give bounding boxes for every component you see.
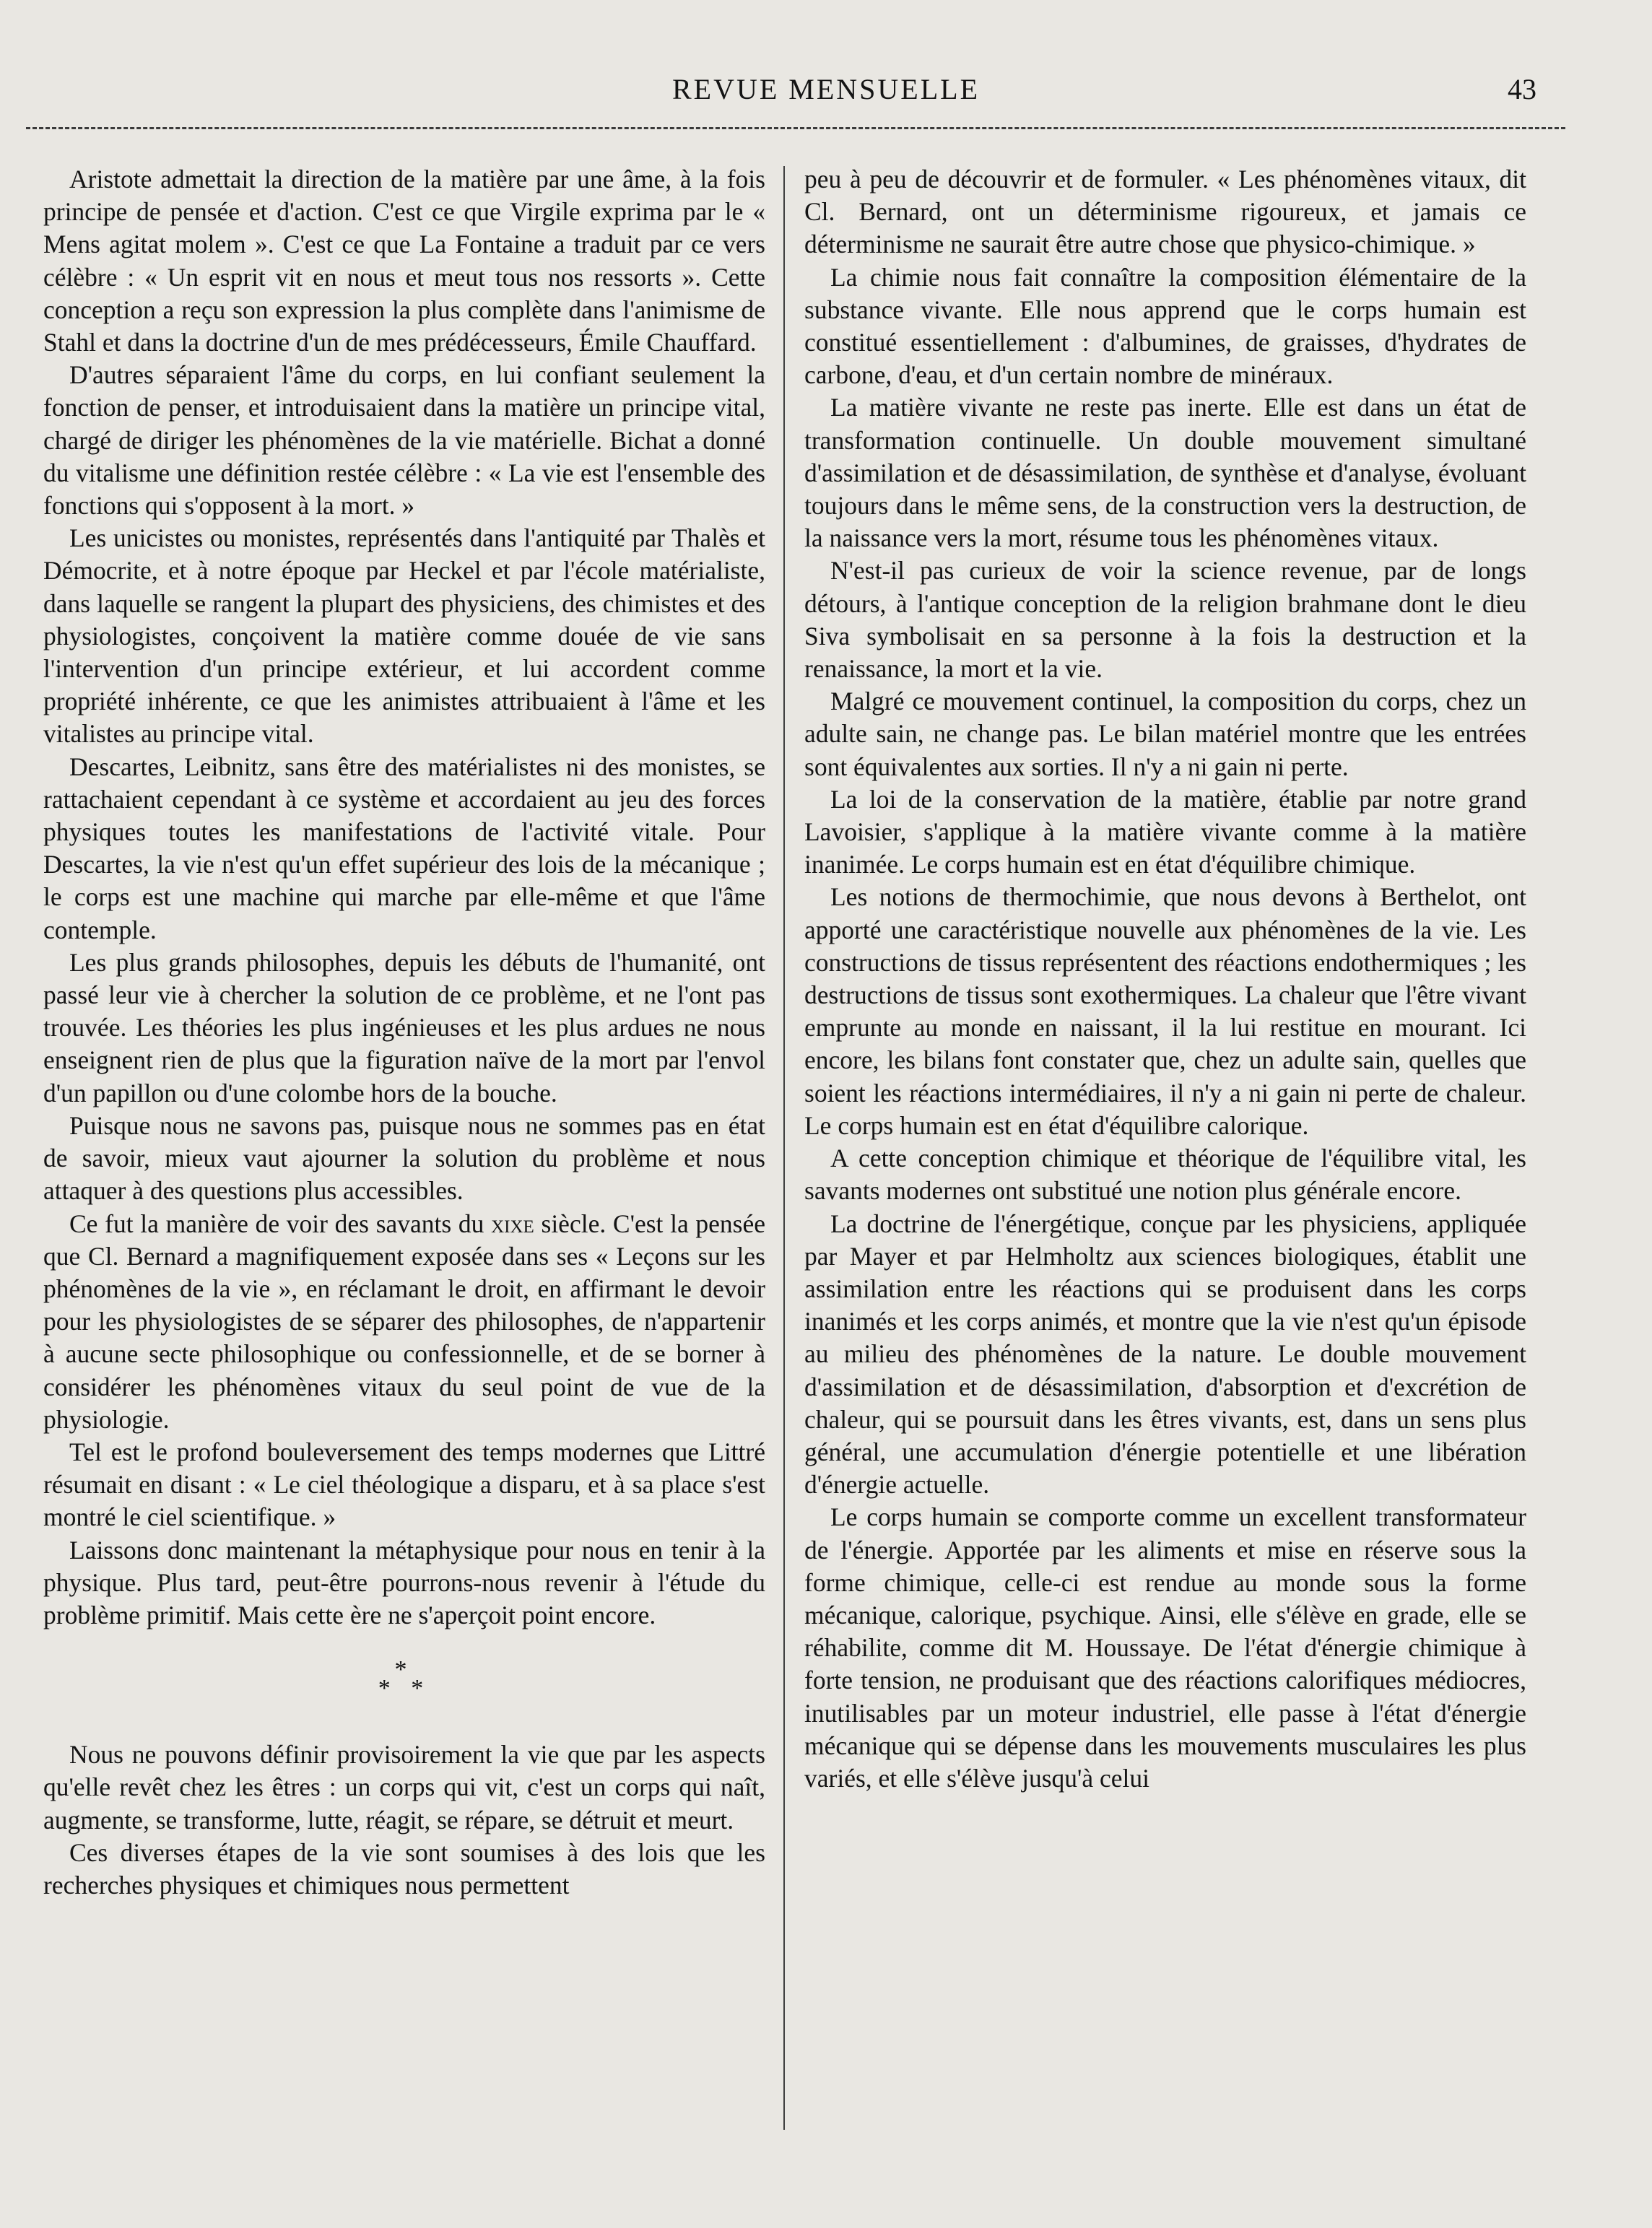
paragraph: Aristote admettait la direction de la matière par une âme, à la fois principe de pensée et d'action. C'est ce que Virgile exprima par le « Mens agitat molem ». C'est ce que La Fontaine a traduit par ce vers célèbre : « Un esprit vit en nous et meut tous nos ressorts ». Cette conception a reçu son expression la plus complète dans l'animisme de Stahl et dans la doctrine d'un de mes prédécesseurs, Émile Chauffard. bbox=[43, 165, 765, 357]
asterism-top: * bbox=[394, 1656, 414, 1684]
paragraph: Le corps humain se comporte comme un excellent transformateur de l'énergie. Apportée par les aliments et mise en réserve sous la forme chimique, celle-ci est rendue au monde sous la forme mécanique, calorique, psychique. Ainsi, elle s'élève en grade, elle se réhabilite, comme dit M. Houssaye. De l'état d'énergie chimique à forte tension, ne produisant que des réactions calorifiques médiocres, inutilisables par un moteur industriel, elle passe à l'état d'énergie mécanique qui se dépense dans les mouvements musculaires les plus variés, et elle s'élève jusqu'à celui bbox=[804, 1502, 1526, 1793]
paragraph-text: Ce fut la manière de voir des savants du bbox=[69, 1209, 492, 1238]
paragraph: La matière vivante ne reste pas inerte. Elle est dans un état de transformation continuelle. Un double mouvement simultané d'assimilation et de désassimilation, de synthèse et d'analyse, évoluant toujours dans le même sens, de la construction vers la destruction, de la naissance vers la mort, résume tous les phénomènes vitaux. bbox=[804, 393, 1526, 553]
page-number: 43 bbox=[1508, 73, 1536, 105]
paragraph-text: siècle. C'est la pensée que Cl. Bernard a magnifiquement exposée dans ses « Leçons sur les phénomènes de la vie », en réclamant le droit, en affirmant le devoir pour les physiologistes de se séparer des philosophes, de n'appartenir à aucune secte philosophique ou confessionnelle, et de se borner à considérer les phénomènes vitaux du seul point de vue de la physiologie. bbox=[43, 1209, 765, 1434]
asterism-bottom: * * bbox=[378, 1675, 431, 1702]
paragraph: D'autres séparaient l'âme du corps, en lui confiant seulement la fonction de penser, et introduisaient dans la matière un principe vital, chargé de diriger les phénomènes de la vie matérielle. Bichat a donné du vitalisme une définition restée célèbre : « La vie est l'ensemble des fonctions qui s'opposent à la mort. » bbox=[43, 360, 765, 521]
century-numeral: xixe bbox=[491, 1209, 534, 1238]
paragraph: La chimie nous fait connaître la composition élémentaire de la substance vivante. Elle nous apprend que le corps humain est constitué essentiellement : d'albumines, de graisses, d'hydrates de carbone, d'eau, et d'un certain nombre de minéraux. bbox=[804, 262, 1526, 390]
paragraph: Les unicistes ou monistes, représentés dans l'antiquité par Thalès et Démocrite, et à notre époque par Heckel et par l'école matérialiste, dans laquelle se rangent la plupart des physiciens, des chimistes et des physiologistes, conçoivent la matière comme douée de vie sans l'intervention d'un principe extérieur, et lui accordent comme propriété inhérente, ce que les animistes attribuaient à l'âme et les vitalistes au principe vital. bbox=[43, 523, 765, 749]
page-header bbox=[0, 69, 1652, 113]
paragraph: peu à peu de découvrir et de formuler. « Les phénomènes vitaux, dit Cl. Bernard, ont un déterminisme rigoureux, et jamais ce déterminisme ne saurait être autre chose que physico-chimique. » bbox=[804, 165, 1526, 259]
running-title: REVUE MENSUELLE bbox=[671, 73, 981, 105]
paragraph: Les plus grands philosophes, depuis les débuts de l'humanité, ont passé leur vie à chercher la solution de ce problème, et ne l'ont pas trouvée. Les théories les plus ingénieuses et les plus ardues ne nous enseignent rien de plus que la figuration naïve de la mort par l'envol d'un papillon ou d'une colombe hors de la bouche. bbox=[43, 947, 765, 1108]
left-column bbox=[43, 163, 765, 1902]
paragraph bbox=[43, 1208, 765, 1436]
paragraph: Nous ne pouvons définir provisoirement la vie que par les aspects qu'elle revêt chez les êtres : un corps qui vit, c'est un corps qui naît, augmente, se transforme, lutte, réagit, se répare, se détruit et meurt. bbox=[43, 1740, 765, 1835]
paragraph: N'est-il pas curieux de voir la science revenue, par de longs détours, à l'antique conception de la religion brahmane dont le dieu Siva symbolisait en sa personne à la fois la destruction et la renaissance, la mort et la vie. bbox=[804, 556, 1526, 684]
column-divider bbox=[783, 166, 785, 2130]
paragraph: A cette conception chimique et théorique de l'équilibre vital, les savants modernes ont substitué une notion plus générale encore. bbox=[804, 1144, 1526, 1206]
right-column bbox=[804, 163, 1526, 1795]
paragraph: Ces diverses étapes de la vie sont soumises à des lois que les recherches physiques et chimiques nous permettent bbox=[43, 1837, 765, 1900]
paragraph: Descartes, Leibnitz, sans être des matérialistes ni des monistes, se rattachaient cependant à ce système et accordaient au jeu des forces physiques toutes les manifestations de l'activité vitale. Pour Descartes, la vie n'est qu'un effet supérieur des lois de la mécanique ; le corps est une machine qui marche par elle-même et que l'âme contemple. bbox=[43, 752, 765, 944]
paragraph: Puisque nous ne savons pas, puisque nous ne sommes pas en état de savoir, mieux vaut ajourner la solution du problème et nous attaquer à des questions plus accessibles. bbox=[43, 1110, 765, 1206]
header-rule bbox=[26, 127, 1565, 129]
section-separator-asterism bbox=[43, 1656, 765, 1702]
paragraph: La loi de la conservation de la matière, établie par notre grand Lavoisier, s'applique à la matière vivante comme à la matière inanimée. Le corps humain est en état d'équilibre chimique. bbox=[804, 784, 1526, 879]
paragraph: Les notions de thermochimie, que nous devons à Berthelot, ont apporté une caractéristique nouvelle aux phénomènes de la vie. Les constructions de tissus représentent des réactions endothermiques ; les destructions de tissus sont exothermiques. La chaleur que l'être vivant emprunte au monde en naissant, il la lui restitue en mourant. Ici encore, les bilans font constater que, chez un adulte sain, quelles que soient les réactions intermédiaires, il n'y a ni gain ni perte de chaleur. Le corps humain est en état d'équilibre calorique. bbox=[804, 882, 1526, 1140]
paragraph: Laissons donc maintenant la métaphysique pour nous en tenir à la physique. Plus tard, peut-être pourrons-nous revenir à l'étude du problème primitif. Mais cette ère ne s'aperçoit point encore. bbox=[43, 1535, 765, 1629]
paragraph: Malgré ce mouvement continuel, la composition du corps, chez un adulte sain, ne change pas. Le bilan matériel montre que les entrées sont équivalentes aux sorties. Il n'y a ni gain ni perte. bbox=[804, 687, 1526, 781]
paragraph: Tel est le profond bouleversement des temps modernes que Littré résumait en disant : « Le ciel théologique a disparu, et à sa place s'est montré le ciel scientifique. » bbox=[43, 1437, 765, 1532]
paragraph: La doctrine de l'énergétique, conçue par les physiciens, appliquée par Mayer et par Helmholtz aux sciences biologiques, établit une assimilation entre les réactions qui se produisent dans les corps inanimés et les corps animés, et montre que la vie n'est qu'un épisode au milieu des phénomènes de la nature. Le double mouvement d'assimilation et de désassimilation, d'absorption et d'excrétion de chaleur, qui se poursuit dans les êtres vivants, est, dans un sens plus général, une accumulation d'énergie potentielle et une libération d'énergie actuelle. bbox=[804, 1209, 1526, 1500]
